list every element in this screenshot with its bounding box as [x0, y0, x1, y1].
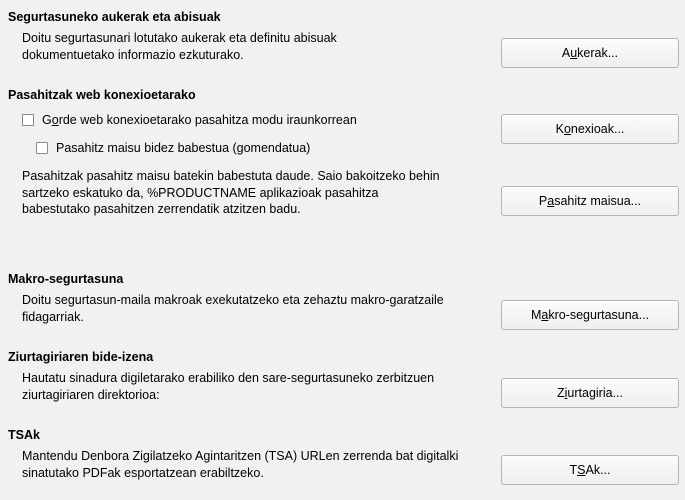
section-description: Mantendu Denbora Zigilatzeko Agintaritzen (TSA) URLen zerrenda bat digitalki sinatutako PDFak esportatzean erabiltzeko. [22, 449, 459, 480]
checkbox-row-persistent-password[interactable] [8, 112, 493, 128]
accel-letter: a [547, 194, 555, 208]
checkbox-persistent-password[interactable] [22, 114, 34, 126]
accel-letter: a [541, 308, 549, 322]
checkbox-master-password[interactable] [36, 142, 48, 154]
section-title: Segurtasuneko aukerak eta abisuak [8, 10, 221, 24]
section-description: Pasahitzak pasahitz maisu batekin babestuta daude. Saio bakoitzeko behin sartzeko eskatuko da, %PRODUCTNAME aplikazioak pasahitza babestutako pasahitzen zerrendatik atzitzen badu. [22, 169, 440, 216]
section-description: Doitu segurtasunari lotutako aukerak eta definitu abisuak dokumentuetako informazio ezkuturako. [22, 31, 337, 62]
section-title: Makro-segurtasuna [8, 272, 124, 286]
checkbox-persistent-password-label[interactable]: Gorde web konexioetarako pasahitza modu iraunkorrean [42, 113, 357, 127]
section-tsa [8, 428, 493, 481]
certificate-button[interactable]: Ziurtagiria... [501, 378, 679, 408]
section-macro-security [8, 272, 493, 325]
section-certificate-path [8, 350, 493, 403]
connections-button[interactable]: Konexioak... [501, 114, 679, 144]
master-password-button[interactable]: Pasahitz maisua... [501, 186, 679, 216]
options-button[interactable]: Aukerak... [501, 38, 679, 68]
section-web-connection-passwords [8, 88, 493, 218]
checkbox-master-password-label[interactable]: Pasahitz maisu bidez babestua (gomendatua) [56, 141, 311, 155]
section-title: Pasahitzak web konexioetarako [8, 88, 196, 102]
section-description: Hautatu sinadura digiletarako erabiliko den sare-segurtasuneko zerbitzuen ziurtagiriaren direktorioa: [22, 371, 435, 402]
section-description: Doitu segurtasun-maila makroak exekutatzeko eta zehaztu makro-garatzaile fidagarriak. [22, 293, 444, 324]
accel-letter: u [570, 46, 578, 60]
tsa-button[interactable]: TSAk... [501, 455, 679, 485]
checkbox-row-master-password[interactable] [8, 140, 493, 156]
accel-letter: i [564, 386, 568, 400]
accel-letter: o [51, 113, 59, 127]
section-title: Ziurtagiriaren bide-izena [8, 350, 154, 364]
macro-security-button[interactable]: Makro-segurtasuna... [501, 300, 679, 330]
section-title: TSAk [8, 428, 40, 442]
accel-letter: S [577, 463, 586, 477]
accel-letter: o [563, 122, 571, 136]
section-security-options-alerts [8, 10, 493, 63]
